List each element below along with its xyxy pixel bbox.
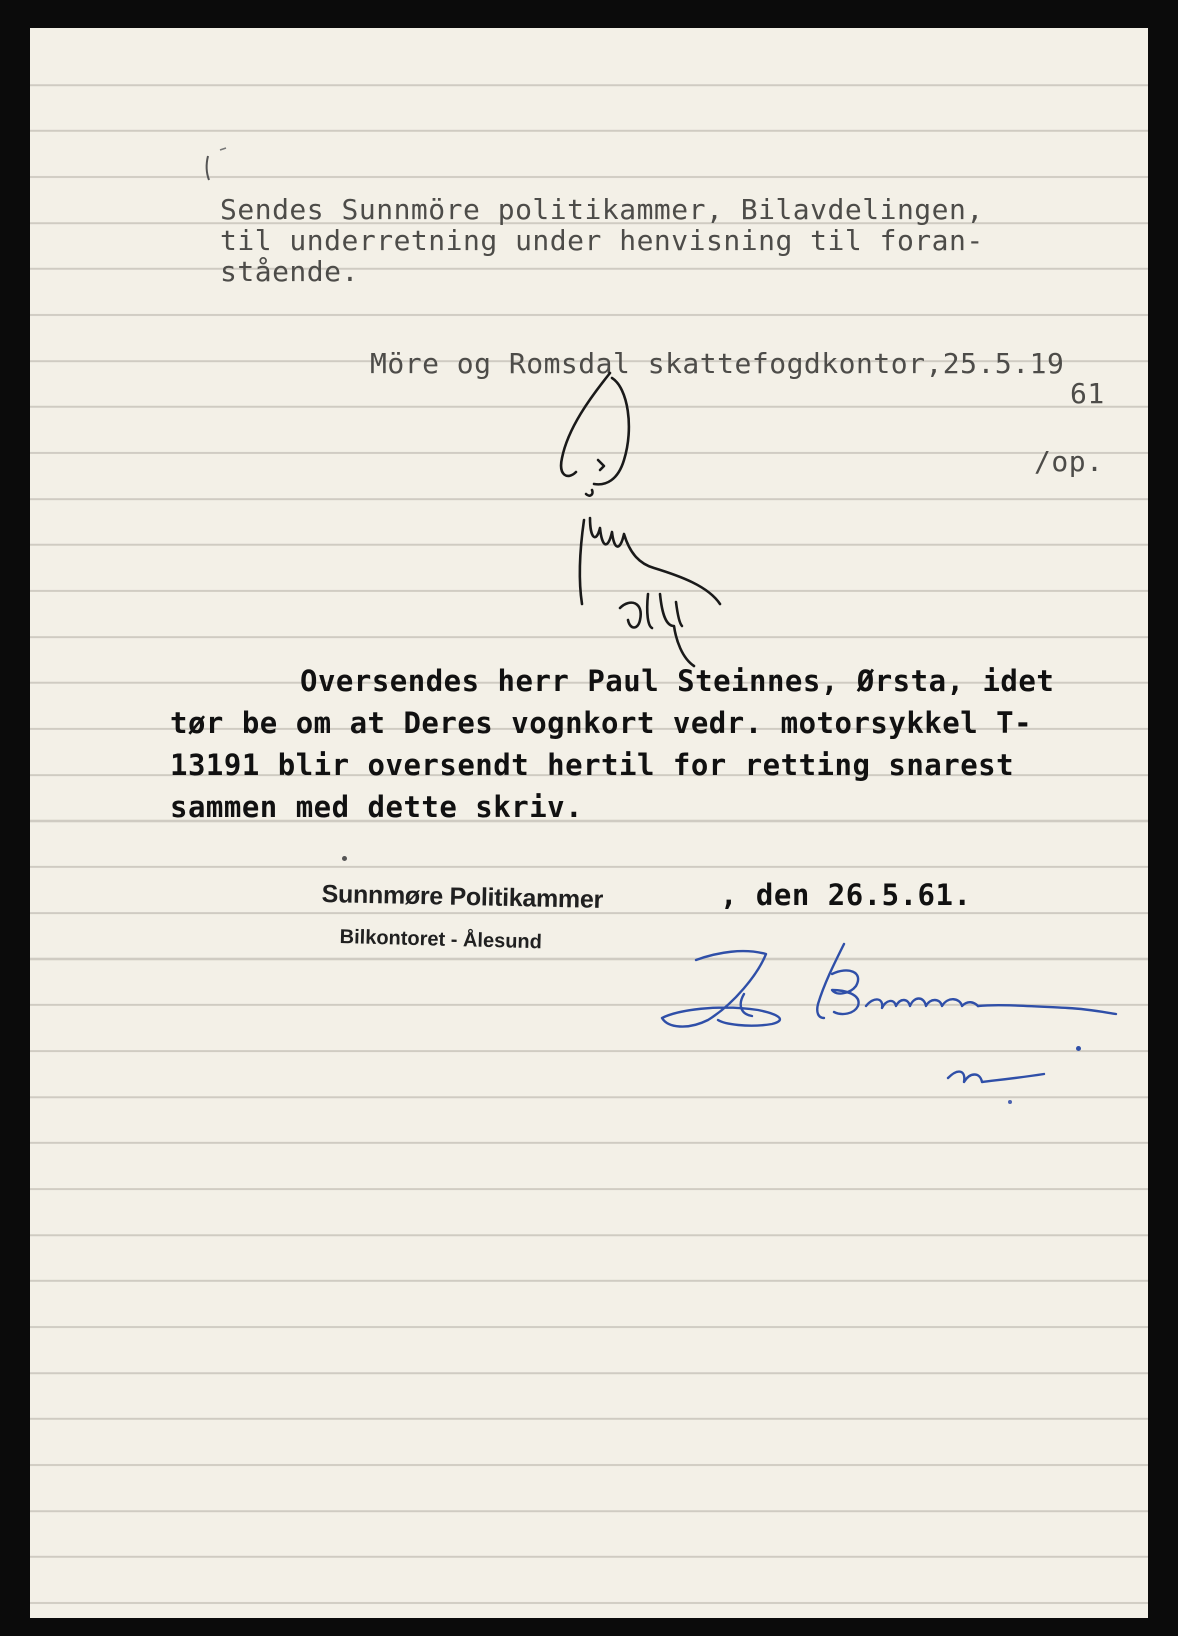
note2-line-3: 13191 blir oversendt hertil for retting snarest (170, 748, 1015, 782)
document-page (30, 28, 1148, 1618)
office-date-year-suffix: 61 (1070, 377, 1105, 410)
handwritten-signature-black (550, 368, 810, 668)
ink-dot-blue (1008, 1100, 1012, 1104)
stamp-line-2: Bilkontoret - Ålesund (339, 926, 543, 954)
handwritten-signature-blue (648, 934, 1118, 1154)
note2-line-4: sammen med dette skriv. (170, 790, 584, 824)
pencil-mark (200, 146, 230, 186)
note1-line-1: Sendes Sunnmöre politikammer, Bilavdelingen, (220, 193, 984, 226)
note1-line-2: til underretning under henvisning til foran- (220, 224, 984, 257)
typist-initials: /op. (1034, 445, 1104, 478)
ink-dot (342, 856, 347, 861)
note2-line-2: tør be om at Deres vognkort vedr. motorsykkel T- (170, 706, 1033, 740)
office-date-line: Möre og Romsdal skattefogdkontor,25.5.19 (370, 347, 1065, 380)
date-line: , den 26.5.61. (720, 878, 972, 912)
note2-line-1: Oversendes herr Paul Steinnes, Ørsta, idet (300, 664, 1055, 698)
stamp-line-1: Sunnmøre Politikammer (321, 880, 604, 914)
ink-dot-blue (1076, 1046, 1081, 1051)
note1-line-3: stående. (220, 255, 359, 288)
